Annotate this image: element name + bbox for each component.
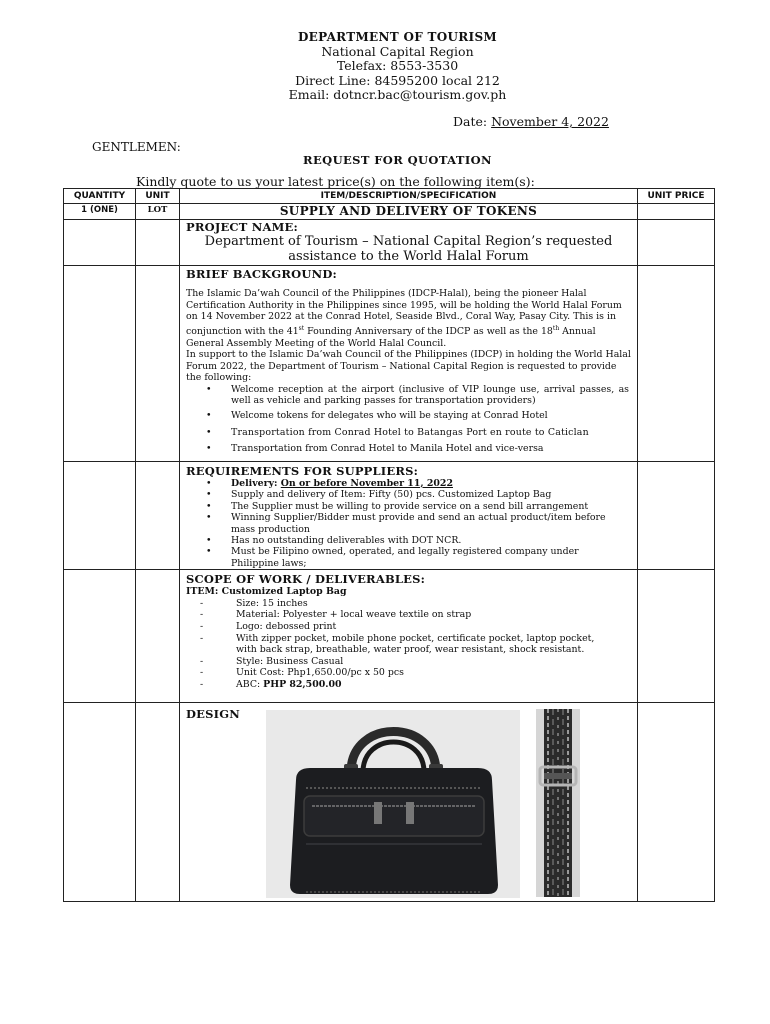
date-value: November 4, 2022	[491, 114, 609, 129]
background-cell	[180, 266, 638, 462]
background-paragraph-1	[180, 281, 637, 349]
unit-header: UNIT	[136, 189, 180, 204]
background-text-part: Founding Anniversary of the IDCP as well as the 18	[304, 325, 553, 337]
scope-item-title: ITEM: Customized Laptop Bag	[186, 586, 347, 598]
region-name: National Capital Region	[321, 43, 474, 59]
requirements-label: REQUIREMENTS FOR SUPPLIERS:	[186, 463, 419, 478]
date-label: Date:	[453, 114, 492, 129]
empty-cell	[136, 703, 180, 902]
project-name: Department of Tourism – National Capital Region’s requested assistance to the World Halal Forum	[204, 234, 613, 264]
empty-cell	[64, 570, 136, 703]
empty-cell	[136, 220, 180, 266]
quantity-header: QUANTITY	[64, 189, 136, 204]
list-item: • Transportation from Conrad Hotel to Batangas Port en route to Caticlan	[186, 425, 629, 441]
empty-cell	[638, 266, 715, 462]
empty-cell	[64, 703, 136, 902]
scope-row	[64, 570, 715, 703]
background-paragraph-2: In support to the Islamic Da’wah Council of the Philippines (IDCP) in holding the World Halal Forum 2022, the Department of Tourism – National Capital Region is requested to provide the following:	[186, 349, 631, 384]
ordinal-suffix: st	[298, 324, 305, 332]
unit-cell: LOT	[136, 204, 180, 220]
unit-price-header: UNIT PRICE	[638, 189, 715, 204]
item-title: SUPPLY AND DELIVERY OF TOKENS	[180, 204, 638, 220]
list-item: • Welcome reception at the airport (inclusive of VIP lounge use, arrival passes, as well as vehicle and parking passes for transportation providers)	[186, 384, 629, 406]
list-item: • Transportation from Conrad Hotel to Manila Hotel and vice-versa	[186, 443, 629, 455]
specification-list	[180, 598, 637, 691]
list-item: • Must be Filipino owned, operated, and legally registered company under Philippine laws;	[186, 546, 629, 569]
list-item: - Unit Cost: Php1,650.00/pc x 50 pcs	[180, 667, 637, 679]
table-header-row	[64, 189, 715, 204]
unit-price-cell	[638, 204, 715, 220]
laptop-bag-photo	[266, 710, 520, 898]
empty-cell	[638, 461, 715, 569]
item-header: ITEM/DESCRIPTION/SPECIFICATION	[180, 189, 638, 204]
project-cell	[180, 220, 638, 266]
email-address: Email: dotncr.bac@tourism.gov.ph	[288, 87, 507, 102]
empty-cell	[64, 266, 136, 462]
requirements-cell	[180, 461, 638, 569]
empty-cell	[64, 220, 136, 266]
empty-cell	[638, 570, 715, 703]
list-item: - Material: Polyester + local weave textile on strap	[180, 609, 637, 621]
letterhead	[0, 30, 770, 103]
project-row	[64, 220, 715, 266]
list-item	[180, 679, 637, 691]
list-item	[186, 478, 629, 489]
salutation: GENTLEMEN:	[92, 140, 181, 154]
document-title: REQUEST FOR QUOTATION	[303, 153, 492, 167]
list-item: • The Supplier must be willing to provide service on a send bill arrangement	[186, 501, 629, 512]
requirements-list	[180, 478, 637, 569]
quotation-table	[63, 188, 715, 902]
design-cell	[180, 703, 638, 902]
scope-label: SCOPE OF WORK / DELIVERABLES:	[186, 572, 426, 587]
abc-label: ABC:	[236, 678, 264, 690]
background-row	[64, 266, 715, 462]
design-label: DESIGN	[186, 707, 240, 722]
list-item: • Supply and delivery of Item: Fifty (50) pcs. Customized Laptop Bag	[186, 489, 629, 500]
telefax: Telefax: 8553-3530	[336, 58, 459, 73]
design-row	[64, 703, 715, 902]
scope-cell	[180, 570, 638, 703]
list-item: - Style: Business Casual	[180, 656, 637, 668]
list-item: • Welcome tokens for delegates who will be staying at Conrad Hotel	[186, 410, 629, 421]
list-item: • Has no outstanding deliverables with DOT NCR.	[186, 535, 629, 546]
background-bullet-list	[180, 384, 637, 461]
item-title-row	[64, 204, 715, 220]
delivery-label: Delivery:	[231, 477, 281, 489]
quantity-cell: 1 (ONE)	[64, 204, 136, 220]
background-text-part: Annual General Assembly Meeting of the World Halal Council.	[186, 325, 596, 349]
empty-cell	[64, 461, 136, 569]
empty-cell	[638, 220, 715, 266]
ordinal-suffix: th	[552, 324, 560, 332]
instruction-text: Kindly quote to us your latest price(s) on the following item(s):	[136, 174, 535, 189]
date-line	[453, 114, 609, 129]
empty-cell	[136, 461, 180, 569]
direct-line: Direct Line: 84595200 local 212	[295, 72, 500, 88]
abc-value: PHP 82,500.00	[263, 678, 342, 690]
woven-strap-photo	[536, 709, 580, 897]
list-item: - Size: 15 inches	[180, 598, 637, 610]
delivery-date: On or before November 11, 2022	[280, 477, 453, 489]
empty-cell	[136, 266, 180, 462]
project-label: PROJECT NAME:	[186, 220, 298, 234]
empty-cell	[136, 570, 180, 703]
requirements-row	[64, 461, 715, 569]
list-item: - Logo: debossed print	[180, 621, 637, 633]
background-text-part: The Islamic Da’wah Council of the Philippines (IDCP-Halal), being the pioneer Halal Certification Authority in the Philippines since 1995, will be holding the World Halal Forum on 14 November 2022 at the Conrad Hotel, Seaside Blvd., Coral Way, Pasay City. This is in conjunction with the 41	[186, 288, 622, 337]
department-name: DEPARTMENT OF TOURISM	[297, 30, 498, 44]
list-item: • Winning Supplier/Bidder must provide and send an actual product/item before mass production	[186, 512, 629, 535]
background-label: BRIEF BACKGROUND:	[186, 267, 337, 281]
empty-cell	[638, 703, 715, 902]
list-item: - With zipper pocket, mobile phone pocket, certificate pocket, laptop pocket, with back strap, breathable, water proof, wear resistant, shock resistant.	[180, 633, 637, 656]
